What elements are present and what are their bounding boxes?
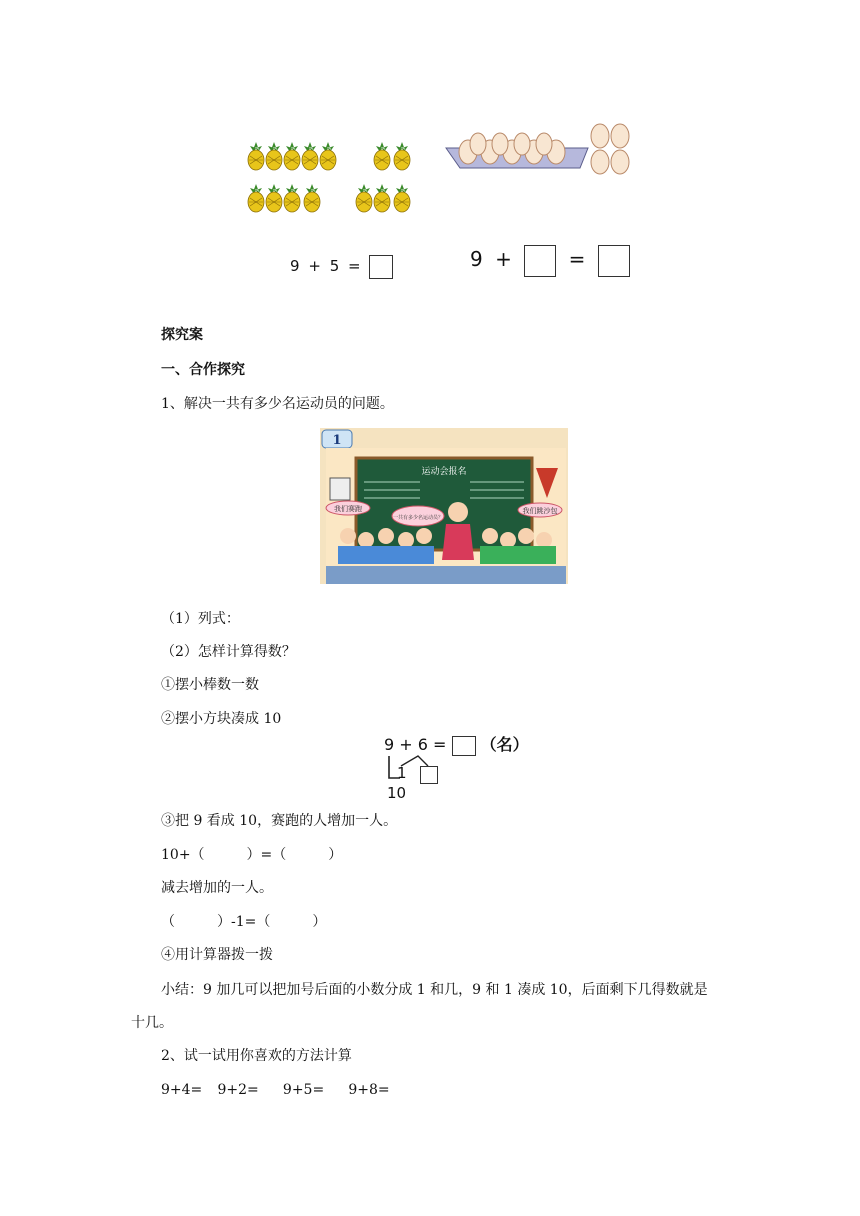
part-one-heading: 一、合作探究 <box>161 362 245 378</box>
eq-equals: = <box>348 257 361 275</box>
diagram-ten: 10 <box>387 784 407 802</box>
question-1: 1、解决一共有多少名运动员的问题。 <box>161 396 394 412</box>
practice-item[interactable]: 9+2= <box>217 1082 259 1098</box>
method-1: ①摆小棒数一数 <box>161 677 259 693</box>
practice-item[interactable]: 9+4= <box>161 1082 203 1098</box>
diagram-one: 1 <box>397 764 407 782</box>
question-2: 2、试一试用你喜欢的方法计算 <box>161 1048 352 1064</box>
eq-term-9: 9 <box>290 257 300 275</box>
eq-plus: + <box>308 257 321 275</box>
diagram-answer-box[interactable] <box>452 736 476 756</box>
egg-equation <box>470 242 630 277</box>
eq-equals: = <box>568 247 586 271</box>
egg-carton-illustration <box>440 122 640 182</box>
method-3: ③把 9 看成 10，赛跑的人增加一人。 <box>161 813 398 829</box>
eq-term-9: 9 <box>470 247 483 271</box>
summary-line-2: 十几。 <box>131 1015 173 1031</box>
pineapple-illustration <box>244 140 420 220</box>
board-title: 运动会报名 <box>421 467 467 477</box>
answer-box[interactable] <box>598 245 630 277</box>
speech-bubble-left: 我们赛跑 <box>334 505 362 513</box>
summary-line-1: 小结：9 加几可以把加号后面的小数分成 1 和几，9 和 1 凑成 10，后面剩下几得数就是 <box>161 982 708 998</box>
addend-box[interactable] <box>524 245 556 277</box>
method-2: ②摆小方块凑成 10 <box>161 711 282 727</box>
practice-row <box>161 1080 390 1100</box>
practice-item[interactable]: 9+8= <box>348 1082 390 1098</box>
pineapple-equation <box>290 254 393 279</box>
subtract-note: 减去增加的一人。 <box>161 880 273 896</box>
diagram-unit: （名） <box>480 735 529 754</box>
diagram-expression: 9 + 6 = <box>384 735 447 754</box>
answer-box[interactable] <box>369 255 393 279</box>
speech-bubble-center: 一共有多少名运动员？ <box>392 515 444 521</box>
practice-item[interactable]: 9+5= <box>282 1082 325 1098</box>
picture-badge: 1 <box>332 433 342 448</box>
method-4: ④用计算器拨一拨 <box>161 947 273 963</box>
speech-bubble-right: 我们跳沙包 <box>522 507 558 515</box>
section-title: 探究案 <box>161 327 203 343</box>
fill-line-1[interactable]: 10+（ ）=（ ） <box>161 847 343 863</box>
step-1: （1）列式： <box>161 611 240 627</box>
step-2: （2）怎样计算得数？ <box>161 644 296 660</box>
classroom-illustration <box>320 428 568 584</box>
eq-term-5: 5 <box>329 257 340 275</box>
fill-line-2[interactable]: （ ）-1=（ ） <box>161 914 327 930</box>
diagram-remainder-box[interactable] <box>420 766 438 784</box>
make-ten-diagram <box>384 734 544 804</box>
eq-plus: + <box>495 247 512 271</box>
